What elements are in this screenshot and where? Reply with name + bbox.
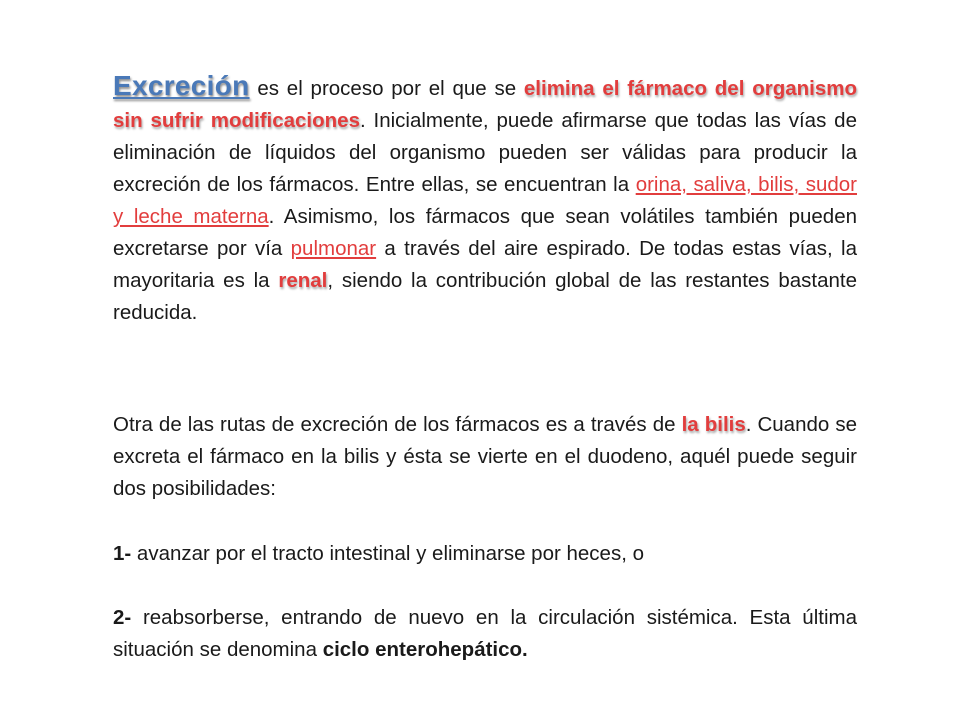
- list-item-1: [113, 538, 857, 570]
- highlight-elimina: elimina el fármaco del organismo sin sufrir modificaciones: [113, 77, 857, 132]
- paragraph-text: . Inicialmente, puede afirmarse que todas las vías de eliminación de líquidos del organismo pueden ser válidas para producir la excreción de los fármacos. Entre ellas, se encuentran la: [113, 109, 857, 196]
- paragraph-text: es el proceso por el que se: [249, 77, 524, 100]
- paragraph-excrecion: [113, 70, 857, 329]
- list-item-number: 2-: [113, 606, 132, 629]
- paragraph-bilis: [113, 409, 857, 505]
- highlight-renal: renal: [278, 269, 328, 292]
- paragraph-text: . Asimismo, los fármacos que sean volátiles también pueden excretarse por vía: [113, 205, 857, 260]
- term-excrecion: Excreción: [113, 70, 250, 101]
- paragraph-text: a través del aire espirado. De todas estas vías, la mayoritaria es la: [113, 237, 858, 292]
- highlight-la-bilis: la bilis: [681, 413, 746, 436]
- list-item-text: reabsorberse, entrando de nuevo en la circulación sistémica. Esta última situación se denomina: [113, 606, 857, 661]
- list-item-number: 1-: [113, 542, 132, 565]
- paragraph-text: Otra de las rutas de excreción de los fármacos es a través de: [113, 413, 682, 436]
- underlined-vias: orina, saliva, bilis, sudor y leche materna: [113, 173, 857, 228]
- term-ciclo-enterohepatico: ciclo enterohepático.: [322, 638, 528, 661]
- paragraph-text: . Cuando se excreta el fármaco en la bilis y ésta se vierte en el duodeno, aquél puede seguir dos posibilidades:: [113, 413, 857, 500]
- list-item-2: [113, 602, 857, 666]
- underlined-pulmonar: pulmonar: [290, 237, 377, 260]
- list-item-text: avanzar por el tracto intestinal y eliminarse por heces, o: [131, 542, 644, 565]
- paragraph-text: , siendo la contribución global de las restantes bastante reducida.: [113, 269, 857, 324]
